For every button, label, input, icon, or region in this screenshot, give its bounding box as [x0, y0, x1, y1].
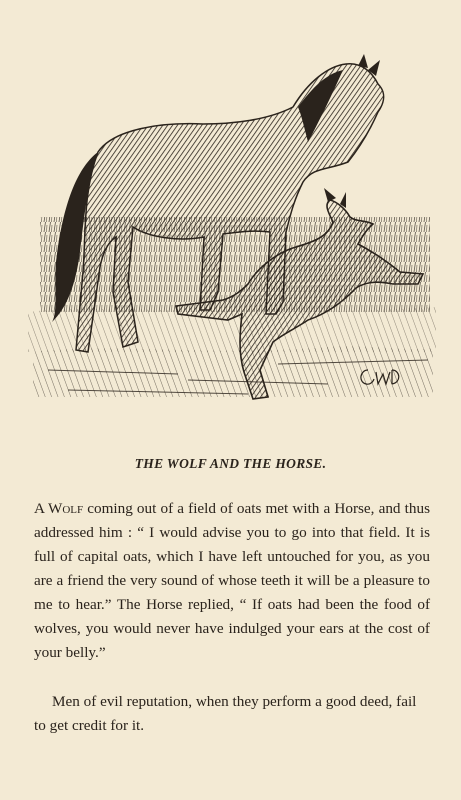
- wolf-horse-illustration: [28, 52, 436, 414]
- fable-text: coming out of a field of oats met with a Horse, and thus addressed him : “ I would advise you to go into that field. It is full of capital oats, which I have left untouched for you, as you are a friend the very sound of whose teeth it will be a pleasure to me to hear.” The Horse replied, “ If oats had been the food of wolves, you would never have indulged your ears at the cost of your belly.”: [34, 500, 430, 661]
- fable-paragraph: [34, 497, 430, 665]
- fable-title: THE WOLF AND THE HORSE.: [134, 456, 327, 471]
- fable-body: [34, 497, 430, 665]
- fable-moral: Men of evil reputation, when they perform a good deed, fail to get credit for it.: [34, 693, 417, 734]
- lead-in-words: A Wolf: [34, 500, 84, 517]
